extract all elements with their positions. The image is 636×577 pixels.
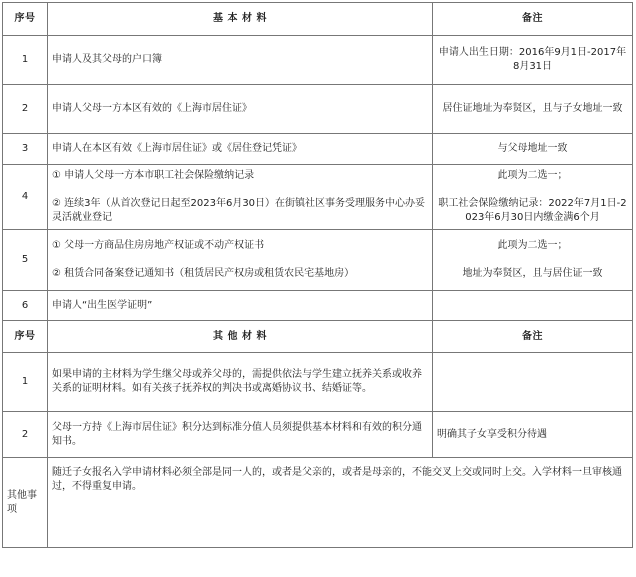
row-number: 5 xyxy=(3,230,48,291)
table-row xyxy=(3,353,633,412)
note-text: 申请人出生日期：2016年9月1日-2017年8月31日 xyxy=(433,36,633,85)
row-number: 4 xyxy=(3,165,48,230)
materials-table xyxy=(2,2,633,548)
material-text: 申请人及其父母的户口簿 xyxy=(48,36,433,85)
row-number: 1 xyxy=(3,36,48,85)
header-note: 备注 xyxy=(433,3,633,36)
material-cell xyxy=(48,230,433,291)
note-text: 居住证地址为奉贤区，且与子女地址一致 xyxy=(433,85,633,134)
material-cell xyxy=(48,165,433,230)
note-text: 明确其子女享受积分待遇 xyxy=(433,412,633,458)
header-note: 备注 xyxy=(433,321,633,353)
material-text: 如果申请的主材料为学生继父母或养父母的，需提供依法与学生建立抚养关系或收养关系的证明材料。如有关孩子抚养权的判决书或离婚协议书、结婚证等。 xyxy=(48,353,433,412)
material-option-1: ① 父母一方商品住房房地产权证或不动产权证书 xyxy=(52,240,265,251)
other-materials-header-row xyxy=(3,321,633,353)
header-other-materials: 其 他 材 料 xyxy=(48,321,433,353)
table-row xyxy=(3,412,633,458)
note-text xyxy=(433,291,633,321)
note-detail: 职工社会保险缴纳记录：2022年7月1日-2023年6月30日内缴金满6个月 xyxy=(438,198,627,223)
note-choice: 此项为二选一； xyxy=(497,240,568,251)
header-no: 序号 xyxy=(3,3,48,36)
basic-materials-header-row xyxy=(3,3,633,36)
other-matters-row xyxy=(3,458,633,548)
other-matters-label: 其他事项 xyxy=(3,458,48,548)
table-row xyxy=(3,165,633,230)
row-number: 2 xyxy=(3,85,48,134)
header-basic-materials: 基 本 材 料 xyxy=(48,3,433,36)
note-choice: 此项为二选一； xyxy=(497,170,568,181)
material-option-2: ② 租赁合同备案登记通知书（租赁居民产权房或租赁农民宅基地房） xyxy=(52,268,355,279)
table-row xyxy=(3,230,633,291)
note-cell xyxy=(433,230,633,291)
table-row xyxy=(3,291,633,321)
material-text: 申请人“出生医学证明” xyxy=(48,291,433,321)
row-number: 2 xyxy=(3,412,48,458)
material-text: 申请人在本区有效《上海市居住证》或《居住登记凭证》 xyxy=(48,134,433,165)
table-row xyxy=(3,134,633,165)
table-row xyxy=(3,36,633,85)
material-text: 申请人父母一方本区有效的《上海市居住证》 xyxy=(48,85,433,134)
header-no: 序号 xyxy=(3,321,48,353)
material-option-2: ② 连续3年（从首次登记日起至2023年6月30日）在街镇社区事务受理服务中心办妥灵活就业登记 xyxy=(52,198,426,223)
material-option-1: ① 申请人父母一方本市职工社会保险缴纳记录 xyxy=(52,170,255,181)
table-row xyxy=(3,85,633,134)
note-text xyxy=(433,353,633,412)
note-detail: 地址为奉贤区，且与居住证一致 xyxy=(462,268,603,279)
note-text: 与父母地址一致 xyxy=(433,134,633,165)
row-number: 1 xyxy=(3,353,48,412)
material-text: 父母一方持《上海市居住证》积分达到标准分值人员须提供基本材料和有效的积分通知书。 xyxy=(48,412,433,458)
note-cell xyxy=(433,165,633,230)
row-number: 3 xyxy=(3,134,48,165)
other-matters-text: 随迁子女报名入学申请材料必须全部是同一人的，或者是父亲的，或者是母亲的，不能交叉上交或同时上交。入学材料一旦审核通过，不得重复申请。 xyxy=(48,458,633,548)
row-number: 6 xyxy=(3,291,48,321)
